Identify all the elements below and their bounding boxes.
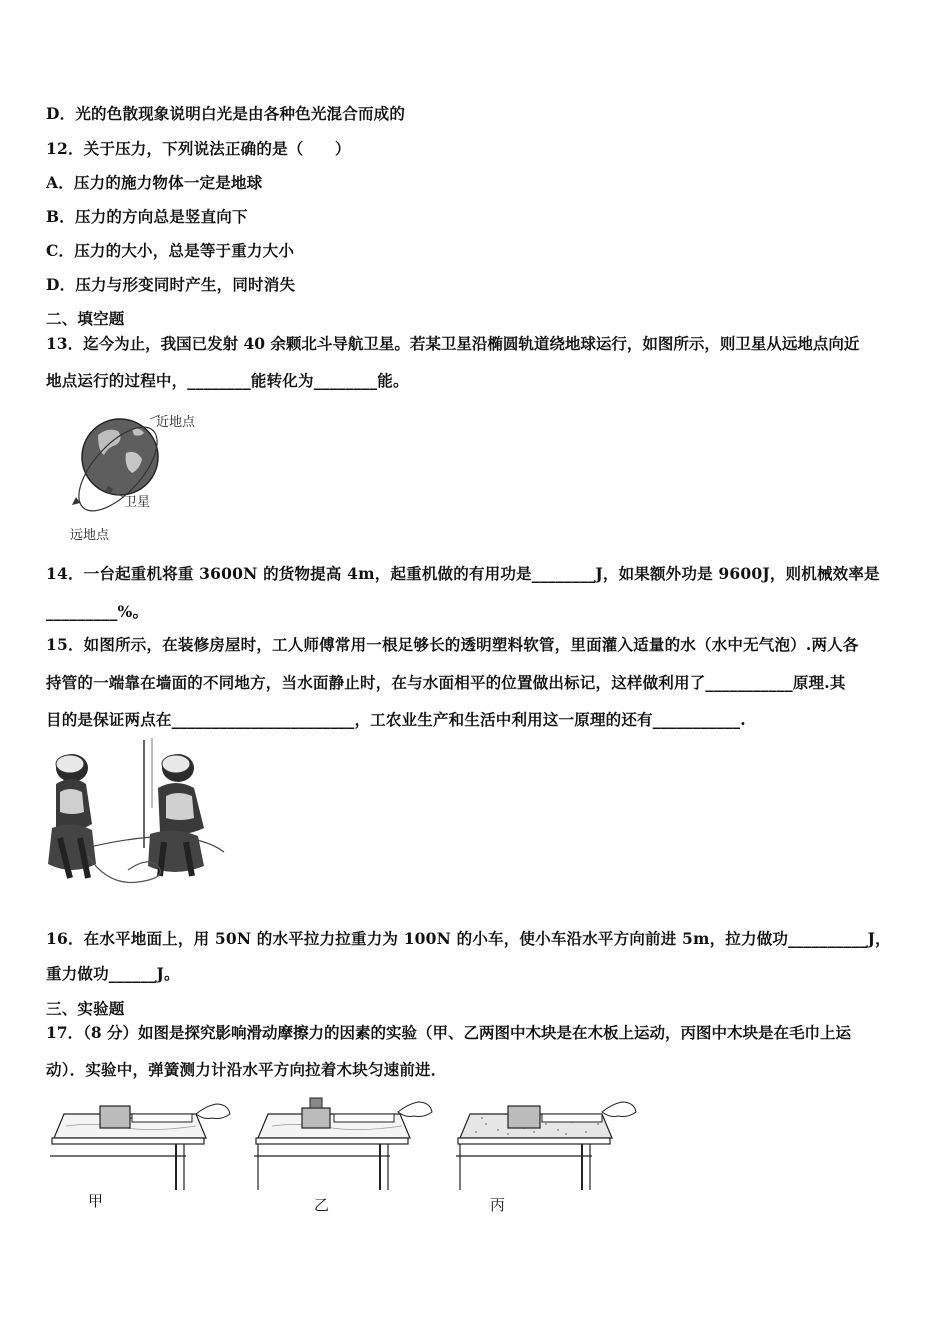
option-12-b: B．压力的方向总是竖直向下 [46, 207, 248, 226]
wood-block-yi [302, 1108, 330, 1128]
hand-icon [196, 1104, 230, 1119]
question-15-line-1: 15．如图所示，在装修房屋时，工人师傅常用一根足够长的透明塑料软管，里面灌入适量的水（水中无气泡）.两人各 [46, 635, 859, 654]
setup-yi [254, 1098, 432, 1190]
perigee-label: 近地点 [156, 415, 196, 430]
option-12-c: C．压力的大小，总是等于重力大小 [46, 241, 295, 260]
spring-scale-yi [334, 1114, 394, 1122]
question-17-line-2: 动）．实验中，弹簧测力计沿水平方向拉着木块匀速前进． [46, 1060, 447, 1079]
worker-left [48, 754, 96, 878]
question-13-line-1: 13．迄今为止，我国已发射 40 余颗北斗导航卫星。若某卫星沿椭圆轨道绕地球运行，如图所示，则卫星从远地点向近 [46, 334, 860, 353]
option-12-d: D．压力与形变同时产生，同时消失 [46, 275, 296, 294]
caption-jia: 甲 [88, 1192, 104, 1210]
weight-icon [310, 1098, 322, 1108]
worker-right [148, 754, 204, 876]
question-16-line-2: 重力做功______J。 [46, 964, 180, 983]
caption-bing: 丙 [490, 1196, 506, 1214]
question-12-stem: 12．关于压力，下列说法正确的是（ ） [46, 139, 351, 158]
section-3-heading: 三、实验题 [46, 999, 125, 1018]
hand-icon [398, 1102, 432, 1117]
question-17-line-1: 17．（8 分）如图是探究影响滑动摩擦力的因素的实验（甲、乙两图中木块是在木板上运动，丙图中木块是在毛巾上运 [46, 1023, 852, 1042]
caption-yi: 乙 [314, 1196, 330, 1214]
setup-jia [50, 1104, 230, 1190]
question-16-line-1: 16．在水平地面上，用 50N 的水平拉力拉重力为 100N 的小车，使小车沿水平方向前进 5m，拉力做功__________J， [46, 929, 891, 948]
question-14-line-1: 14．一台起重机将重 3600N 的货物提高 4m，起重机做的有用功是________J，如果额外功是 9600J，则机械效率是 [46, 564, 880, 583]
earth-icon [82, 419, 158, 495]
wood-block-bing [508, 1106, 540, 1128]
option-11-d: D．光的色散现象说明白光是由各种色光混合而成的 [46, 104, 406, 123]
question-13-line-2: 地点运行的过程中，________能转化为________能。 [46, 371, 409, 390]
question-15-line-2: 持管的一端靠在墙面的不同地方，当水面静止时，在与水面相平的位置做出标记，这样做利用了___________原理.其 [46, 673, 846, 692]
wood-block-jia [100, 1106, 130, 1128]
apogee-label: 远地点 [70, 528, 110, 543]
workers-tube-figure [46, 738, 230, 890]
section-2-heading: 二、填空题 [46, 309, 125, 328]
satellite-label: 卫星 [124, 495, 151, 510]
option-12-a: A．压力的施力物体一定是地球 [46, 173, 263, 192]
spring-scale-jia [132, 1114, 192, 1122]
friction-experiment-figure [46, 1094, 646, 1196]
hand-icon [602, 1102, 636, 1117]
question-14-line-2: _________%。 [46, 602, 149, 621]
setup-bing [456, 1102, 636, 1190]
spring-scale-bing [542, 1114, 602, 1122]
question-15-line-3: 目的是保证两点在_______________________，工农业生产和生活中利用这一原理的还有___________. [46, 710, 746, 729]
